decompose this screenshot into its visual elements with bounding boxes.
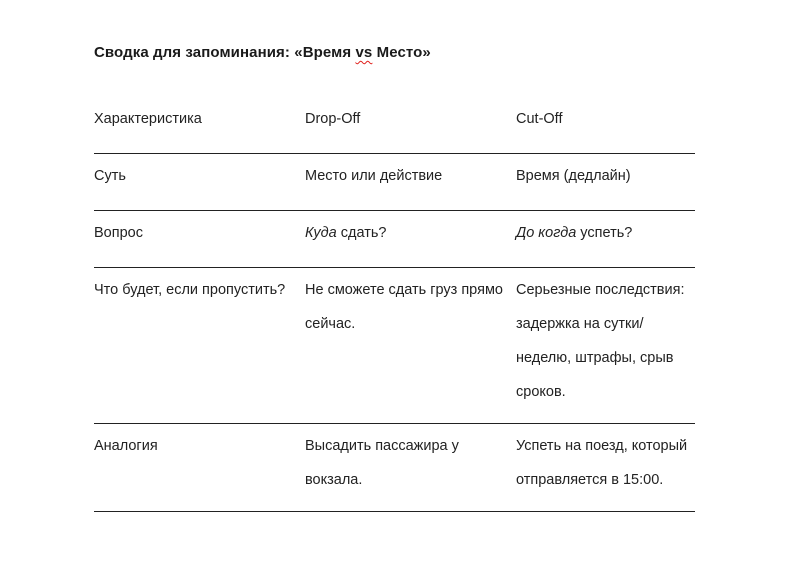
header-cut-off: Cut-Off [516, 111, 563, 127]
drop-off-cell: Не сможете сдать груз прямо сейчас. [305, 282, 503, 332]
drop-off-rest: сдать? [336, 225, 387, 241]
row-label: Суть [94, 168, 126, 184]
cut-off-cell: Время (дедлайн) [516, 168, 631, 184]
table-row [94, 154, 695, 211]
row-label: Вопрос [94, 225, 143, 241]
row-label: Что будет, если пропустить? [94, 282, 286, 298]
title-prefix: Сводка для запоминания: «Время [94, 44, 356, 61]
cut-off-cell [516, 211, 695, 268]
cut-off-emphasis: До когда [516, 225, 577, 241]
table-header-row [94, 97, 695, 154]
table-row [94, 211, 695, 268]
header-characteristic: Характеристика [94, 111, 202, 127]
title-spellcheck-word[interactable]: vs [355, 44, 373, 61]
document-title [94, 44, 431, 61]
drop-off-emphasis: Куда [305, 225, 337, 241]
cut-off-rest: успеть? [576, 225, 633, 241]
row-label: Аналогия [94, 438, 158, 454]
drop-off-cell: Высадить пассажира у вокзала. [305, 438, 459, 488]
drop-off-cell [305, 211, 516, 268]
comparison-table [94, 97, 695, 512]
table-row [94, 268, 695, 424]
header-drop-off: Drop-Off [305, 111, 361, 127]
title-suffix: Место» [372, 44, 431, 61]
table-row [94, 424, 695, 512]
cut-off-cell: Успеть на поезд, который отправляется в 15:00. [516, 438, 688, 488]
drop-off-cell: Место или действие [305, 168, 443, 184]
cut-off-cell: Серьезные последствия: задержка на сутки/неделю, штрафы, срыв сроков. [516, 282, 685, 400]
